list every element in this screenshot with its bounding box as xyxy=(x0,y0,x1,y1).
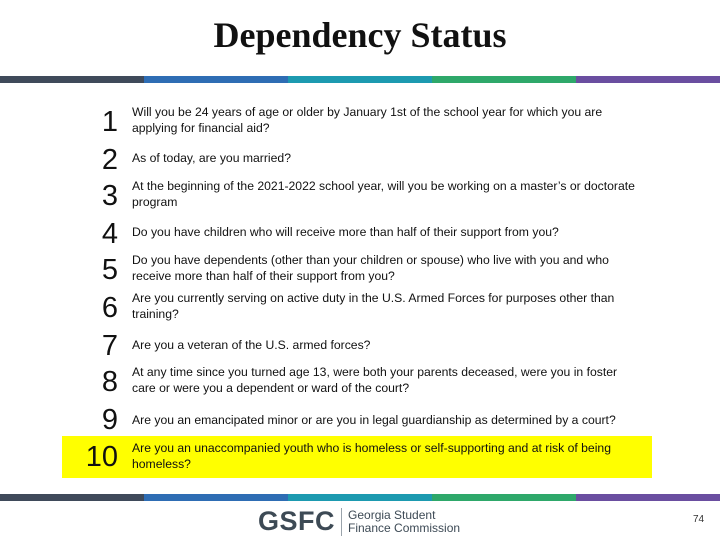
question-text: Do you have dependents (other than your children or spouse) who live with you and who receive more than half of their support from you? xyxy=(132,253,609,283)
question-text: Are you an unaccompanied youth who is homeless or self-supporting and at risk of being homeless? xyxy=(132,441,611,471)
question-number: 8 xyxy=(101,366,118,398)
logo-subtitle xyxy=(348,509,460,534)
stripe-segment xyxy=(576,76,720,83)
question-number: 5 xyxy=(101,254,118,286)
question-number: 9 xyxy=(101,404,118,436)
stripe-segment xyxy=(0,76,144,83)
question-number: 7 xyxy=(101,330,118,362)
slide-title: Dependency Status xyxy=(213,15,507,55)
logo-subtitle-line1: Georgia Student xyxy=(348,508,436,522)
stripe-segment xyxy=(0,494,144,501)
stripe-segment xyxy=(288,76,432,83)
question-text: Are you an emancipated minor or are you in legal guardianship as determined by a court? xyxy=(132,413,616,427)
question-text: At the beginning of the 2021-2022 school year, will you be working on a master’s or doctorate program xyxy=(132,179,635,209)
question-number: 6 xyxy=(101,292,118,324)
bottom-color-stripe xyxy=(0,494,720,501)
question-text: At any time since you turned age 13, were both your parents deceased, were you in foster care or were you a dependent or ward of the court? xyxy=(132,365,618,395)
logo-wordmark: GSFC xyxy=(258,506,336,536)
stripe-segment xyxy=(432,494,576,501)
question-number: 3 xyxy=(101,180,118,212)
logo-divider xyxy=(341,508,342,536)
page-number: 74 xyxy=(693,514,705,525)
question-text: Are you currently serving on active duty in the U.S. Armed Forces for purposes other than training? xyxy=(132,291,615,321)
question-text: Are you a veteran of the U.S. armed forces? xyxy=(132,338,371,352)
stripe-segment xyxy=(576,494,720,501)
logo-subtitle-line2: Finance Commission xyxy=(348,520,461,535)
question-number: 2 xyxy=(101,144,118,176)
question-text: Do you have children who will receive more than half of their support from you? xyxy=(132,225,559,239)
question-number: 4 xyxy=(101,218,118,250)
question-number: 10 xyxy=(85,441,118,473)
stripe-segment xyxy=(144,76,288,83)
stripe-segment xyxy=(288,494,432,501)
question-text: Will you be 24 years of age or older by January 1st of the school year for which you are applying for financial aid? xyxy=(132,105,603,135)
top-color-stripe xyxy=(0,76,720,83)
question-number: 1 xyxy=(101,106,118,138)
stripe-segment xyxy=(144,494,288,501)
stripe-segment xyxy=(432,76,576,83)
gsfc-logo xyxy=(258,506,460,537)
question-text: As of today, are you married? xyxy=(132,151,291,165)
